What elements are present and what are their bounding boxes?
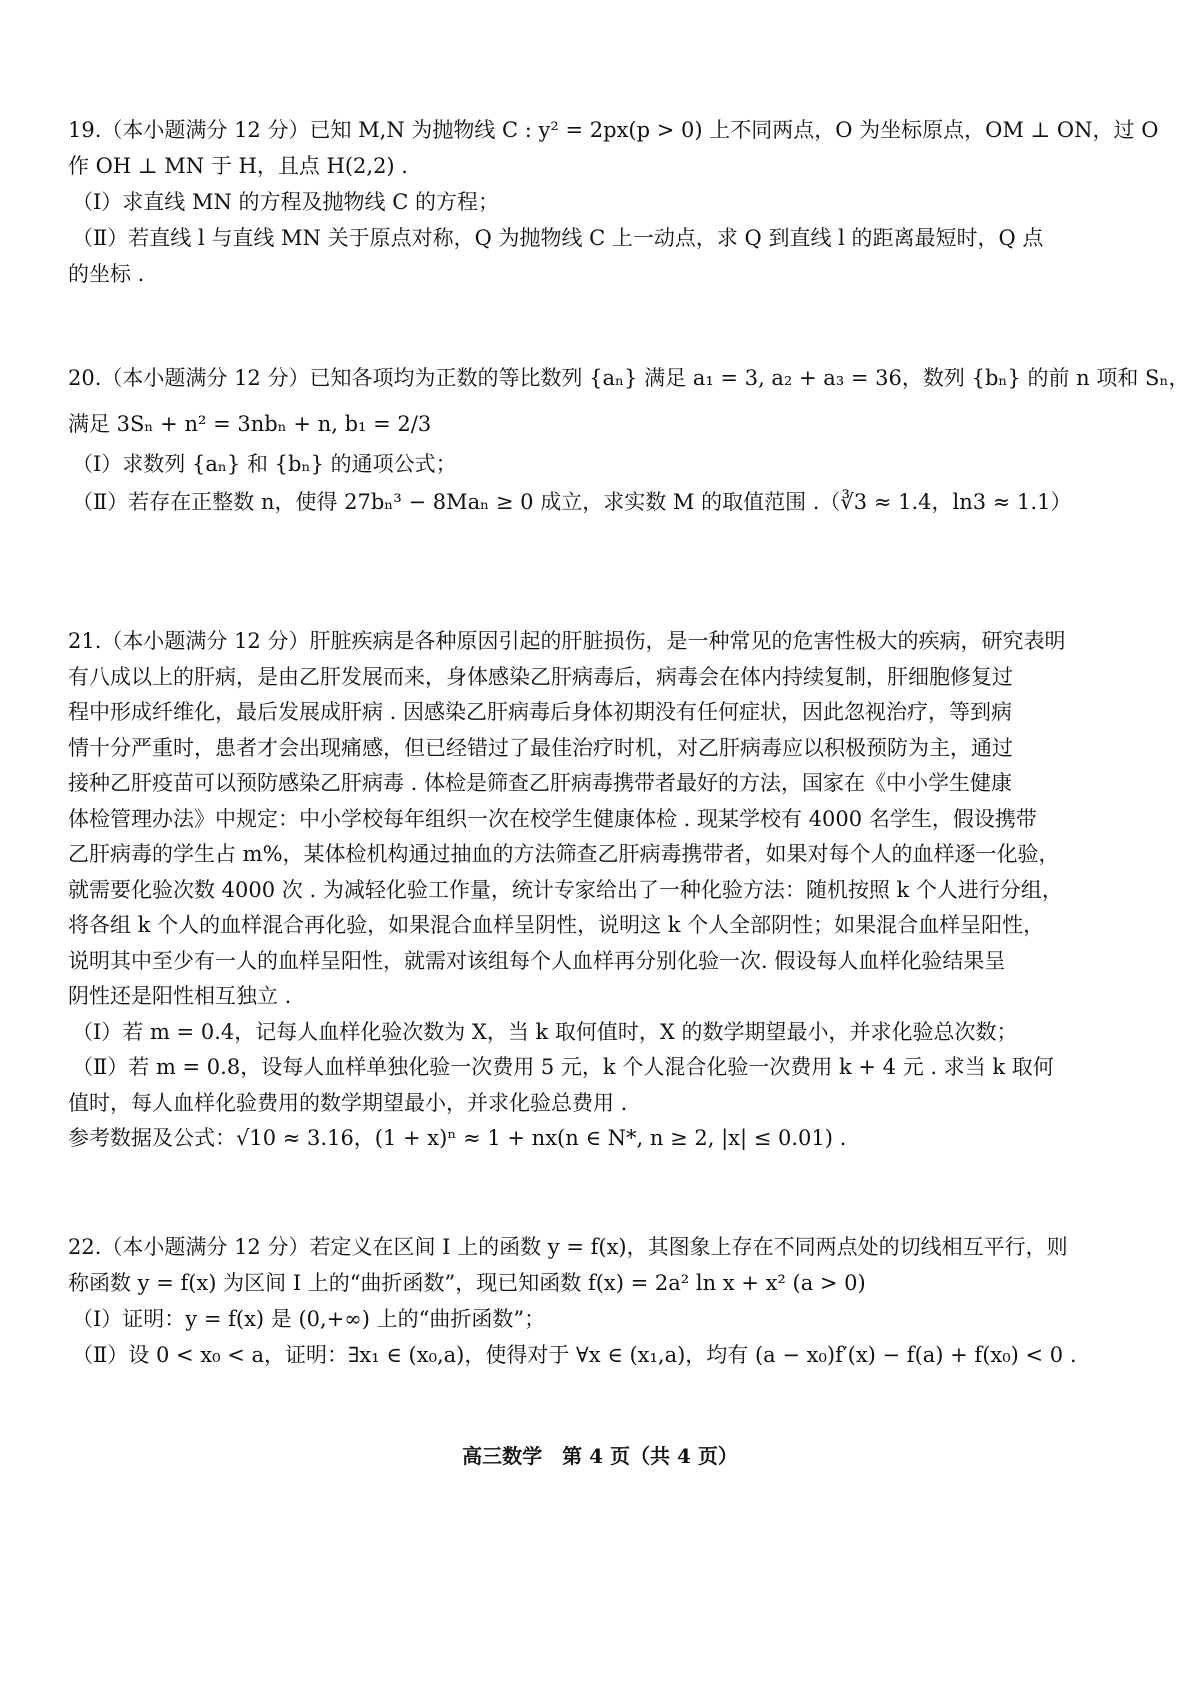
problem-line: （Ⅱ）若存在正整数 n，使得 27bₙ³ − 8Maₙ ≥ 0 成立，求实数 M 的取值范围 .（∛3 ≈ 1.4，ln3 ≈ 1.1） [72, 490, 1072, 514]
problem-20 [68, 360, 1190, 520]
problem-line: 满足 3Sₙ + n² = 3nbₙ + n, b₁ = 2/3 [68, 412, 432, 436]
problem-line: （Ⅰ）若 m = 0.4，记每人血样化验次数为 X，当 k 取何值时，X 的数学期望最小，并求化验总次数； [72, 1019, 1018, 1044]
problem-22 [68, 1229, 1077, 1373]
problem-line: 作 OH ⊥ MN 于 H，且点 H(2,2) . [68, 154, 408, 178]
problem-line: 将各组 k 个人的血样混合再化验，如果混合血样呈阴性，说明这 k 个人全部阴性；如果混合血样呈阳性， [68, 913, 1045, 937]
page-footer: 高三数学 第 4 页（共 4 页） [462, 1444, 738, 1468]
problem-line: 值时，每人血样化验费用的数学期望最小，并求化验总费用 . [68, 1090, 628, 1115]
problem-line: （Ⅰ）证明：y = f(x) 是 (0,+∞) 上的“曲折函数”； [72, 1307, 546, 1331]
problem-21 [68, 624, 1068, 1157]
problem-line: 22.（本小题满分 12 分）若定义在区间 I 上的函数 y = f(x)，其图象上存在不同两点处的切线相互平行，则 [68, 1235, 1068, 1259]
problem-line: 阴性还是阳性相互独立 . [68, 984, 292, 1008]
problem-line: 乙肝病毒的学生占 m%，某体检机构通过抽血的方法筛查乙肝病毒携带者，如果对每个人的血样逐一化验， [68, 842, 1060, 866]
problem-line: 有八成以上的肝病，是由乙肝发展而来，身体感染乙肝病毒后，病毒会在体内持续复制，肝细胞修复过 [68, 664, 1013, 689]
problem-line: 体检管理办法》中规定：中小学校每年组织一次在校学生健康体检 . 现某学校有 4000 名学生，假设携带 [68, 806, 1037, 831]
problem-line: 就需要化验次数 4000 次 . 为减轻化验工作量，统计专家给出了一种化验方法：随机按照 k 个人进行分组， [68, 877, 1063, 902]
problem-line: （Ⅰ）求直线 MN 的方程及抛物线 C 的方程； [72, 190, 499, 214]
problem-line: （Ⅱ）若 m = 0.8，设每人血样单独化验一次费用 5 元，k 个人混合化验一次费用 k + 4 元 . 求当 k 取何 [72, 1055, 1054, 1079]
problem-line: 21.（本小题满分 12 分）肝脏疾病是各种原因引起的肝脏损伤，是一种常见的危害性极大的疾病，研究表明 [68, 629, 1066, 653]
reference-data-line: 参考数据及公式：√10 ≈ 3.16，(1 + x)ⁿ ≈ 1 + nx(n ∈ N*, n ≥ 2, |x| ≤ 0.01) . [68, 1126, 847, 1150]
problem-line: 19.（本小题满分 12 分）已知 M,N 为抛物线 C : y² = 2px(p > 0) 上不同两点，O 为坐标原点，OM ⊥ ON，过 O [68, 118, 1159, 142]
problem-line: 的坐标 . [68, 262, 145, 286]
problem-line: 称函数 y = f(x) 为区间 I 上的“曲折函数”，现已知函数 f(x) = 2a² ln x + x² (a > 0) [68, 1271, 866, 1295]
problem-line: （Ⅱ）设 0 < x₀ < a，证明：∃x₁ ∈ (x₀,a)，使得对于 ∀x ∈ (x₁,a)，均有 (a − x₀)f′(x) − f(a) + f(x₀) < 0 . [72, 1343, 1077, 1367]
problem-line: 说明其中至少有一人的血样呈阳性，就需对该组每个人血样再分别化验一次. 假设每人血样化验结果呈 [68, 948, 1006, 973]
problem-line: （Ⅰ）求数列 {aₙ} 和 {bₙ} 的通项公式； [72, 452, 457, 476]
problem-line: （Ⅱ）若直线 l 与直线 MN 关于原点对称，Q 为抛物线 C 上一动点，求 Q 到直线 l 的距离最短时，Q 点 [72, 226, 1044, 250]
problem-19 [68, 112, 1159, 292]
problem-line: 接种乙肝疫苗可以预防感染乙肝病毒 . 体检是筛查乙肝病毒携带者最好的方法，国家在《中小学生健康 [68, 771, 1013, 795]
problem-line: 程中形成纤维化，最后发展成肝病 . 因感染乙肝病毒后身体初期没有任何症状，因此忽视治疗，等到病 [68, 700, 1013, 724]
problem-line: 情十分严重时，患者才会出现痛感，但已经错过了最佳治疗时机，对乙肝病毒应以积极预防为主，通过 [68, 735, 1013, 760]
problem-line: 20.（本小题满分 12 分）已知各项均为正数的等比数列 {aₙ} 满足 a₁ = 3, a₂ + a₃ = 36，数列 {bₙ} 的前 n 项和 Sₙ， [68, 366, 1190, 390]
